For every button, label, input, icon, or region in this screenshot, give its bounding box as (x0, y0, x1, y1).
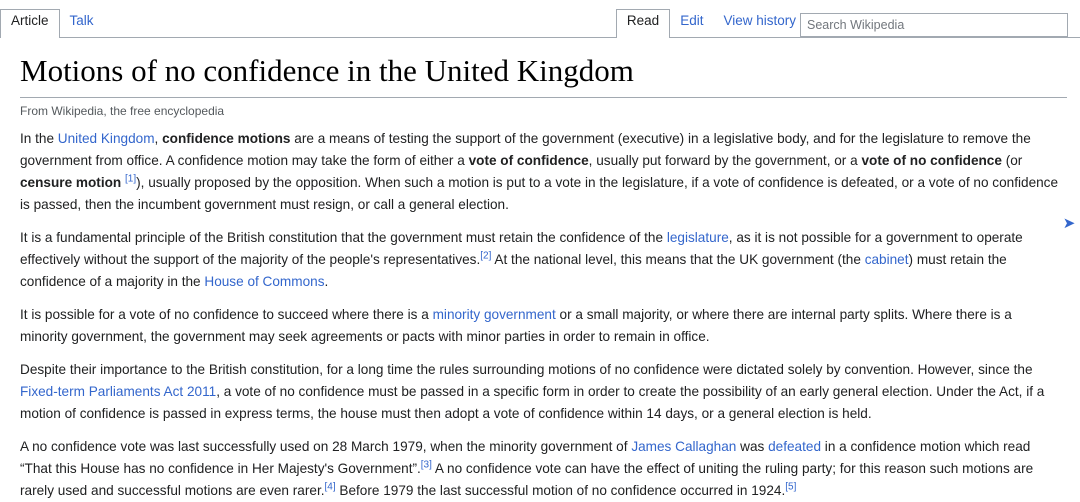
bold-term: vote of no confidence (861, 152, 1002, 168)
chevron-right-icon[interactable]: ➤ (1062, 215, 1076, 232)
wiki-link[interactable]: minority government (432, 306, 556, 322)
reference-link[interactable]: [5] (785, 481, 797, 493)
wiki-link[interactable]: Fixed-term Parliaments Act 2011 (20, 383, 217, 399)
search-input[interactable] (800, 13, 1068, 37)
page-title: Motions of no confidence in the United Kingdom (20, 52, 1067, 98)
tab-view-history[interactable] (713, 8, 806, 37)
bold-term: censure motion (20, 174, 122, 190)
reference-marker[interactable] (421, 459, 432, 470)
reference-marker[interactable] (325, 481, 336, 492)
page-topbar (0, 0, 1080, 38)
wiki-link[interactable]: defeated (768, 438, 822, 454)
reference-marker[interactable] (125, 173, 136, 184)
paragraph-1: In the United Kingdom, confidence motions are a means of testing the support of the government (executive) in a legislative body, and for the legislature to remove the government from office. A confidence motion may take the form of either a vote of confidence, usually put forward by the government, or a vote of no confidence (or censure motion [1]), usually proposed by the opposition. When such a motion is put to a vote in the legislature, if a vote of confidence is defeated, or a vote of no confidence is passed, then the incumbent government must resign, or call a general election. (20, 130, 1059, 212)
tab-edit[interactable] (670, 8, 713, 37)
view-tabs (616, 0, 806, 37)
tab-article[interactable] (0, 9, 60, 38)
reference-marker[interactable] (785, 481, 796, 492)
reference-link[interactable]: [1] (125, 173, 137, 185)
wiki-link[interactable]: House of Commons (204, 273, 325, 289)
article-body (20, 118, 1060, 502)
tab-view-history-label: View history (723, 12, 796, 28)
wiki-link[interactable]: legislature (666, 229, 729, 245)
bold-term: vote of confidence (468, 152, 589, 168)
tab-talk-label: Talk (69, 12, 94, 28)
reference-link[interactable]: [2] (480, 250, 492, 262)
paragraph-5: A no confidence vote was last successfully used on 28 March 1979, when the minority government of James Callaghan was defeated in a confidence motion which read “That this House has no confidence in Her Majesty's Government”.[3] A no confidence vote can have the effect of uniting the ruling party; for this reason such motions are rarely used and successful motions are even rarer.[4] Before 1979 the last successful motion of no confidence occurred in 1924.[5] (20, 438, 1034, 498)
tab-article-label: Article (11, 12, 49, 28)
tab-talk[interactable] (60, 8, 104, 37)
tab-read[interactable] (616, 9, 670, 38)
wiki-link[interactable]: James Callaghan (631, 438, 737, 454)
namespace-tabs (0, 0, 104, 37)
wiki-link[interactable]: cabinet (864, 251, 909, 267)
reference-marker[interactable] (480, 250, 491, 261)
bold-term: confidence motions (162, 130, 291, 146)
paragraph-3: It is possible for a vote of no confidence to succeed where there is a minority government or a small majority, or where there are internal party splits. Where there is a minority government, the government may seek agreements or pacts with minor parties in order to remain in office. (20, 306, 1012, 344)
paragraph-4: Despite their importance to the British constitution, for a long time the rules surrounding motions of no confidence were dictated solely by convention. However, since the Fixed-term Parliaments Act 2011, a vote of no confidence must be passed in a specific form in order to create the possibility of an early general election. Under the Act, if a motion of confidence is passed in express terms, the house must then adopt a vote of confidence within 14 days, or a general election is held. (20, 361, 1045, 421)
article-content (0, 52, 1080, 502)
search-container (800, 13, 1068, 37)
reference-link[interactable]: [4] (324, 481, 336, 493)
tab-edit-label: Edit (680, 12, 704, 28)
paragraph-2: It is a fundamental principle of the British constitution that the government must retain the confidence of the legislature, as it is not possible for a government to operate effectively without the support of the majority of the people's representatives.[2] At the national level, this means that the UK government (the cabinet) must retain the confidence of a majority in the House of Commons. (20, 229, 1023, 289)
site-tagline: From Wikipedia, the free encyclopedia (20, 103, 225, 118)
wiki-link[interactable]: United Kingdom (57, 130, 155, 146)
reference-link[interactable]: [3] (420, 459, 432, 471)
tab-read-label: Read (626, 12, 660, 28)
